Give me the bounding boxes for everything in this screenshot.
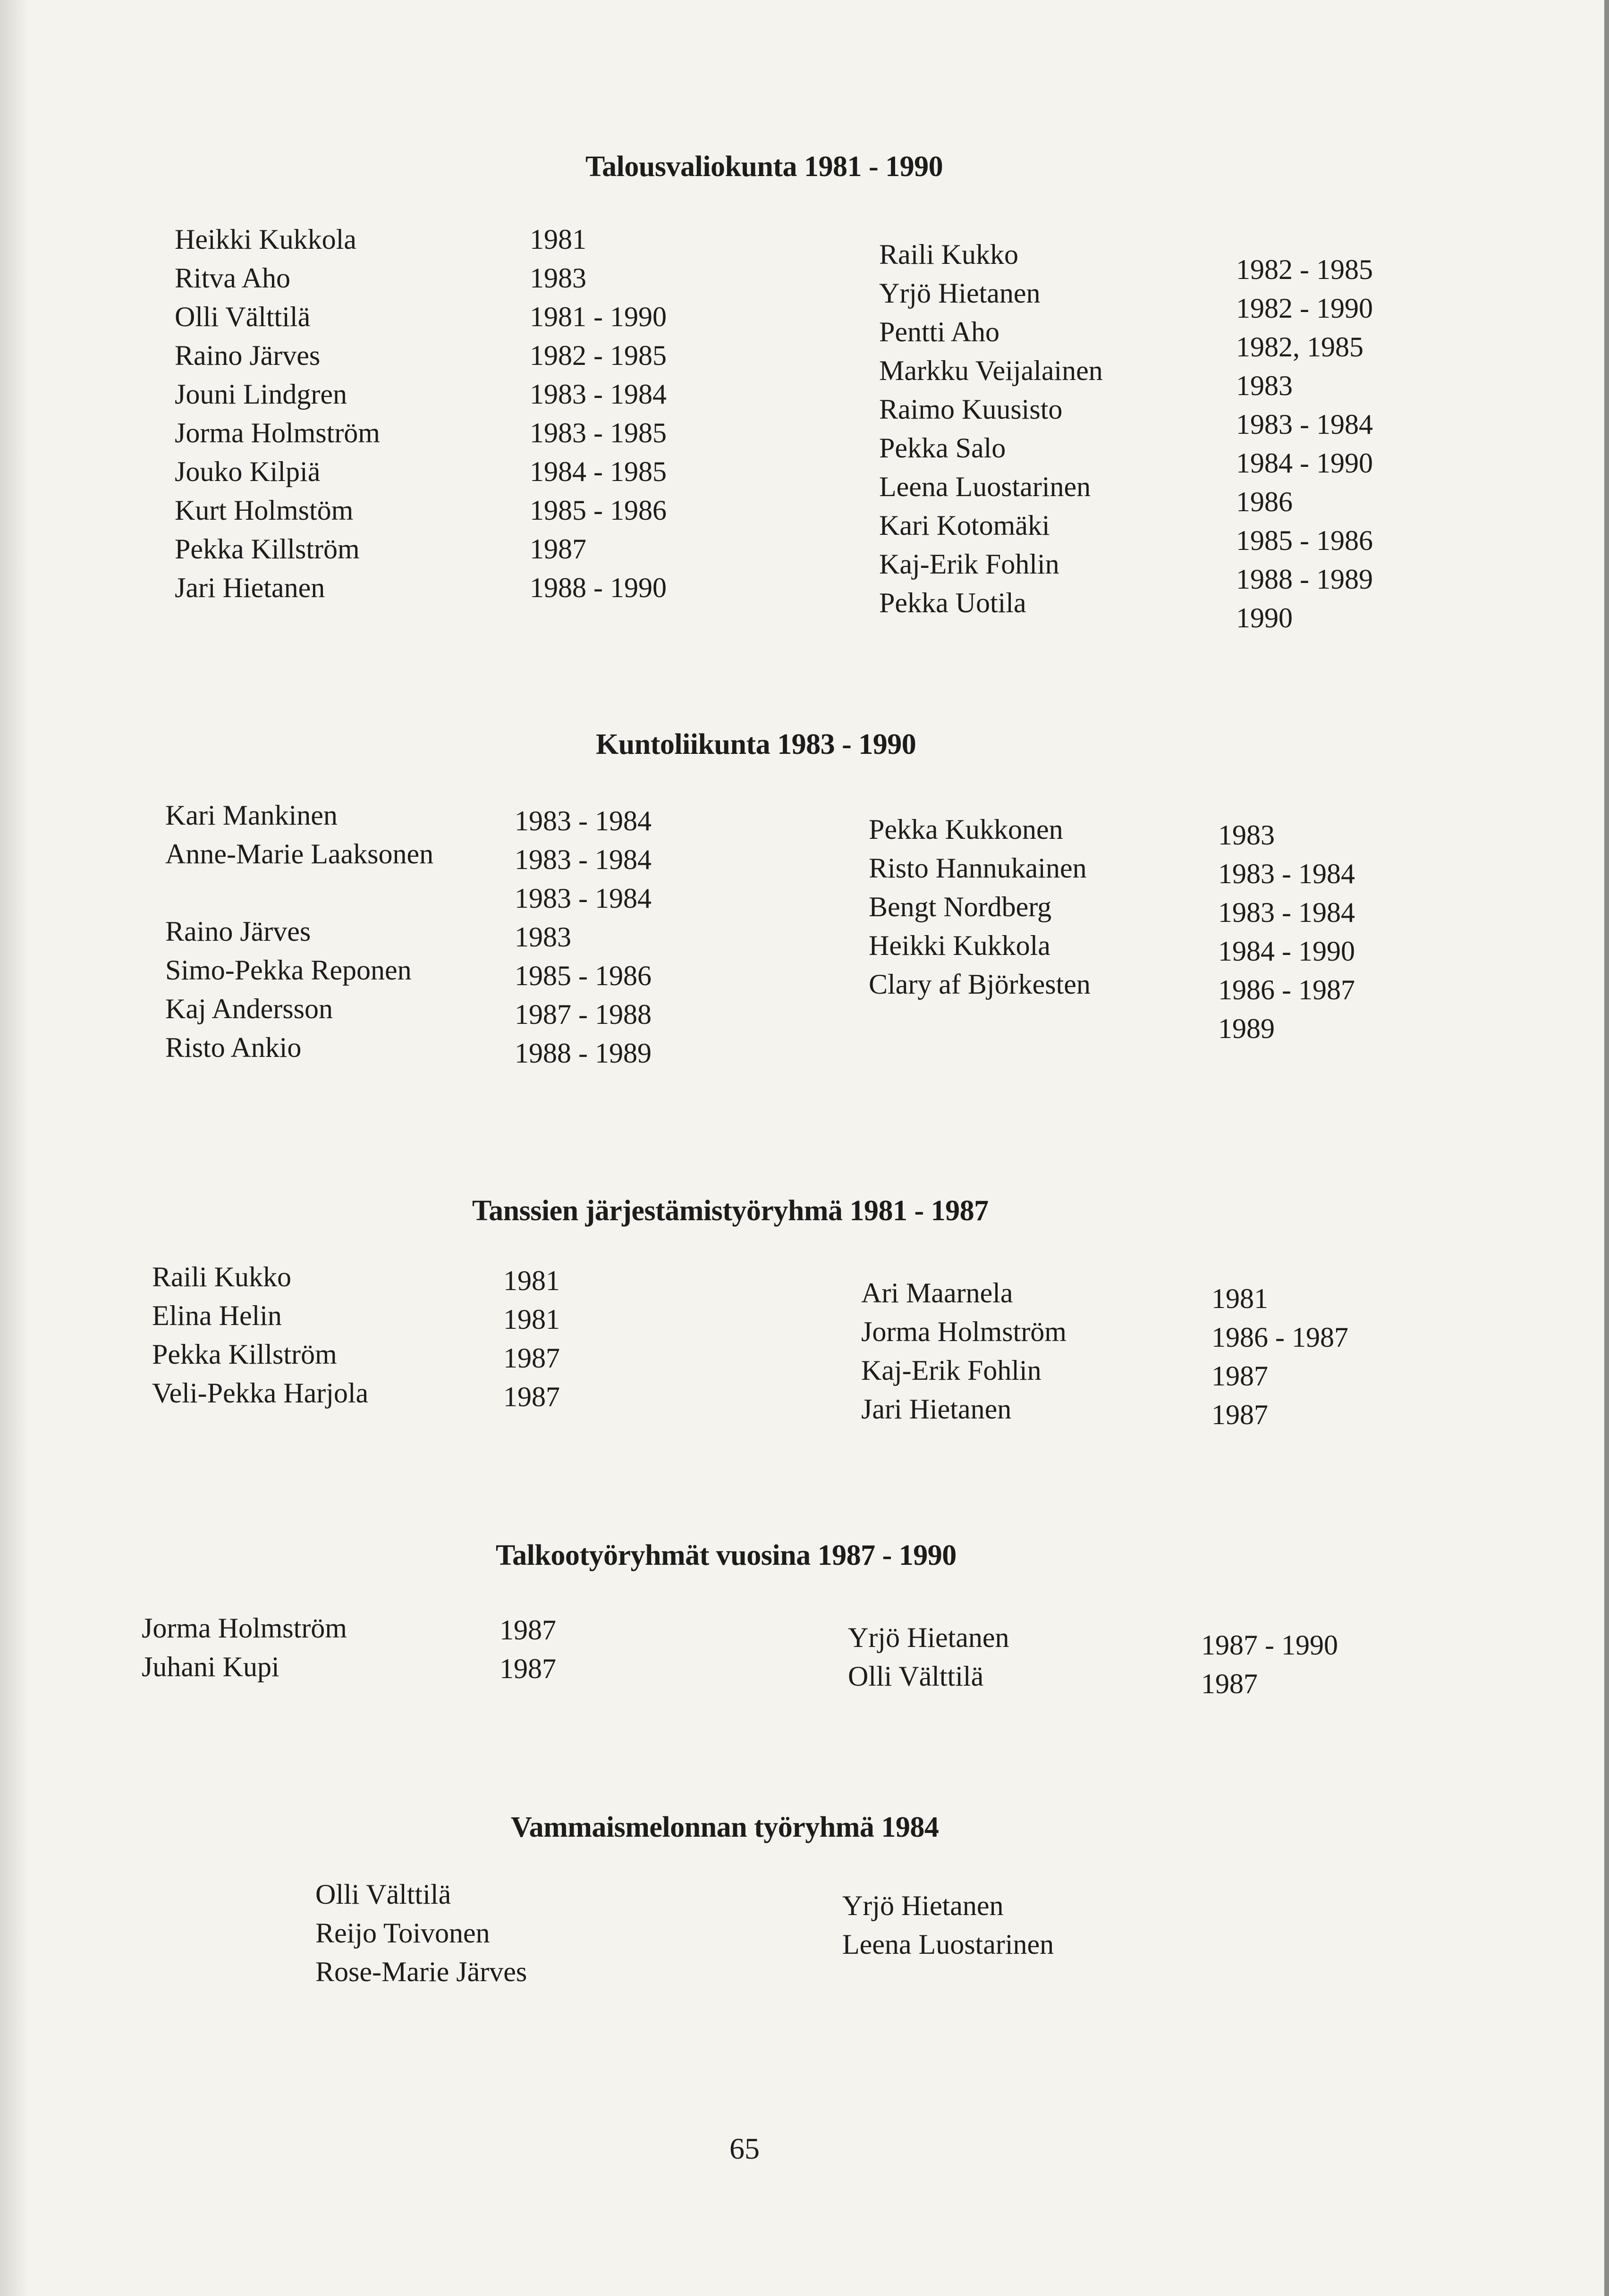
member-name: Clary af Björkesten (869, 969, 1091, 1000)
member-years: 1982, 1985 (1236, 331, 1363, 363)
left-years (530, 220, 667, 607)
member-years: 1983 - 1984 (515, 883, 652, 914)
member-name: Pekka Salo (879, 432, 1006, 464)
member-years: 1987 (1211, 1399, 1268, 1430)
member-name: Raino Järves (165, 916, 311, 947)
left-names (175, 220, 380, 607)
section-title: Vammaismelonnan työryhmä 1984 (511, 1811, 939, 1843)
member-years: 1983 (1218, 819, 1275, 851)
right-years (1211, 1279, 1348, 1434)
member-name: Pekka Kukkonen (869, 814, 1063, 845)
member-name: Olli Välttilä (848, 1661, 984, 1692)
member-years: 1987 (530, 533, 586, 565)
left-names (152, 1258, 368, 1412)
member-name: Pekka Killström (152, 1339, 337, 1370)
member-name: Jorma Holmström (861, 1316, 1067, 1347)
member-years: 1988 - 1989 (515, 1038, 652, 1069)
member-name: Ari Maarnela (861, 1277, 1013, 1308)
member-name: Jari Hietanen (175, 572, 325, 603)
section-title: Talousvaliokunta 1981 - 1990 (585, 151, 943, 183)
member-name: Rose-Marie Järves (315, 1956, 527, 1987)
section-title: Tanssien järjestämistyöryhmä 1981 - 1987 (472, 1195, 989, 1227)
member-name: Jouko Kilpiä (175, 456, 321, 487)
member-years: 1987 (503, 1342, 560, 1374)
member-years: 1984 - 1990 (1218, 936, 1355, 967)
member-name: Jorma Holmström (142, 1612, 347, 1644)
member-name: Risto Ankio (165, 1032, 302, 1063)
member-name: Raimo Kuusisto (879, 394, 1063, 425)
member-years: 1987 (500, 1653, 556, 1684)
left-years (503, 1261, 560, 1416)
member-years: 1983 (1236, 370, 1293, 401)
page-number: 65 (729, 2132, 760, 2165)
member-name: Heikki Kukkola (869, 930, 1050, 961)
member-name: Jouni Lindgren (175, 379, 347, 410)
member-years: 1983 - 1985 (530, 417, 667, 448)
member-name: Raino Järves (175, 340, 321, 371)
left-names (142, 1609, 347, 1686)
member-years: 1981 (503, 1304, 560, 1335)
member-years: 1986 - 1987 (1211, 1322, 1348, 1353)
member-name: Kurt Holmstöm (175, 495, 354, 526)
member-name: Juhani Kupi (142, 1651, 279, 1682)
left-years (500, 1611, 556, 1688)
member-name: Risto Hannukainen (869, 853, 1087, 884)
member-name: Olli Välttilä (315, 1879, 451, 1910)
right-years (1218, 816, 1355, 1048)
member-years: 1983 (530, 262, 586, 294)
member-name: Olli Välttilä (175, 301, 311, 332)
member-years: 1982 - 1990 (1236, 293, 1373, 324)
member-name: Kaj-Erik Fohlin (879, 549, 1059, 580)
member-name: Heikki Kukkola (175, 224, 356, 255)
member-name: Kari Kotomäki (879, 510, 1050, 541)
right-names (869, 810, 1091, 1042)
member-years: 1983 - 1984 (530, 379, 667, 410)
member-years: 1989 (1218, 1013, 1275, 1044)
page-shadow (0, 0, 28, 2296)
member-name: Jari Hietanen (861, 1393, 1012, 1425)
page-edge (1604, 0, 1609, 2296)
member-years: 1982 - 1985 (1236, 254, 1373, 285)
member-name: Kaj-Erik Fohlin (861, 1355, 1042, 1386)
member-years: 1981 - 1990 (530, 301, 667, 332)
member-name: Anne-Marie Laaksonen (165, 838, 434, 869)
member-years: 1987 (500, 1614, 556, 1646)
right-names (879, 235, 1103, 622)
member-name: Kaj Andersson (165, 993, 333, 1024)
member-name: Reijo Toivonen (315, 1917, 490, 1949)
member-years: 1987 (1211, 1360, 1268, 1392)
member-name: Leena Luostarinen (842, 1929, 1054, 1960)
member-years: 1984 - 1985 (530, 456, 667, 487)
member-years: 1981 (1211, 1283, 1268, 1314)
member-years: 1985 - 1986 (530, 495, 667, 526)
left-years (515, 802, 652, 1072)
member-years: 1983 - 1984 (1218, 897, 1355, 928)
member-name: Markku Veijalainen (879, 355, 1103, 386)
member-name: Pentti Aho (879, 316, 1000, 347)
member-years: 1983 - 1984 (515, 805, 652, 836)
right-names (861, 1274, 1067, 1428)
right-years (1236, 250, 1373, 637)
member-name: Ritva Aho (175, 262, 291, 294)
member-years: 1981 (530, 224, 586, 255)
member-name: Pekka Killström (175, 533, 360, 565)
section-title: Kuntoliikunta 1983 - 1990 (596, 728, 916, 760)
member-years: 1984 - 1990 (1236, 447, 1373, 479)
member-name: Leena Luostarinen (879, 471, 1091, 502)
member-years: 1988 - 1990 (530, 572, 667, 603)
member-name: Yrjö Hietanen (848, 1622, 1009, 1653)
member-years: 1983 (515, 921, 571, 953)
section-title: Talkootyöryhmät vuosina 1987 - 1990 (496, 1539, 957, 1571)
member-years: 1988 - 1989 (1236, 564, 1373, 595)
member-years: 1982 - 1985 (530, 340, 667, 371)
member-name: Bengt Nordberg (869, 891, 1052, 922)
member-years: 1981 (503, 1265, 560, 1296)
member-name: Yrjö Hietanen (879, 278, 1041, 309)
left-names (165, 796, 433, 1067)
member-years: 1983 - 1984 (1218, 858, 1355, 889)
member-name: Jorma Holmström (175, 417, 380, 448)
right-names (848, 1618, 1009, 1696)
member-years: 1983 - 1984 (515, 844, 652, 875)
member-years: 1990 (1236, 602, 1293, 633)
member-name: Veli-Pekka Harjola (152, 1377, 369, 1409)
member-name: Elina Helin (152, 1300, 282, 1331)
member-years: 1985 - 1986 (515, 960, 652, 991)
member-name: Raili Kukko (152, 1261, 291, 1292)
right-names (842, 1886, 1054, 1964)
member-name: Simo-Pekka Reponen (165, 954, 412, 986)
member-years: 1987 - 1990 (1201, 1629, 1338, 1661)
member-name: Pekka Uotila (879, 587, 1026, 618)
member-years: 1987 - 1988 (515, 999, 652, 1030)
member-years: 1983 - 1984 (1236, 409, 1373, 440)
member-years: 1986 - 1987 (1218, 974, 1355, 1005)
member-name: Raili Kukko (879, 239, 1018, 270)
member-name (869, 1004, 1091, 1042)
member-years: 1987 (1201, 1668, 1258, 1699)
member-name: Kari Mankinen (165, 800, 338, 831)
member-name (165, 873, 433, 912)
right-years (1201, 1626, 1338, 1703)
member-years: 1985 - 1986 (1236, 525, 1373, 556)
member-name: Yrjö Hietanen (842, 1890, 1004, 1921)
member-years: 1986 (1236, 486, 1293, 517)
left-names (315, 1875, 527, 1991)
member-years: 1987 (503, 1381, 560, 1412)
